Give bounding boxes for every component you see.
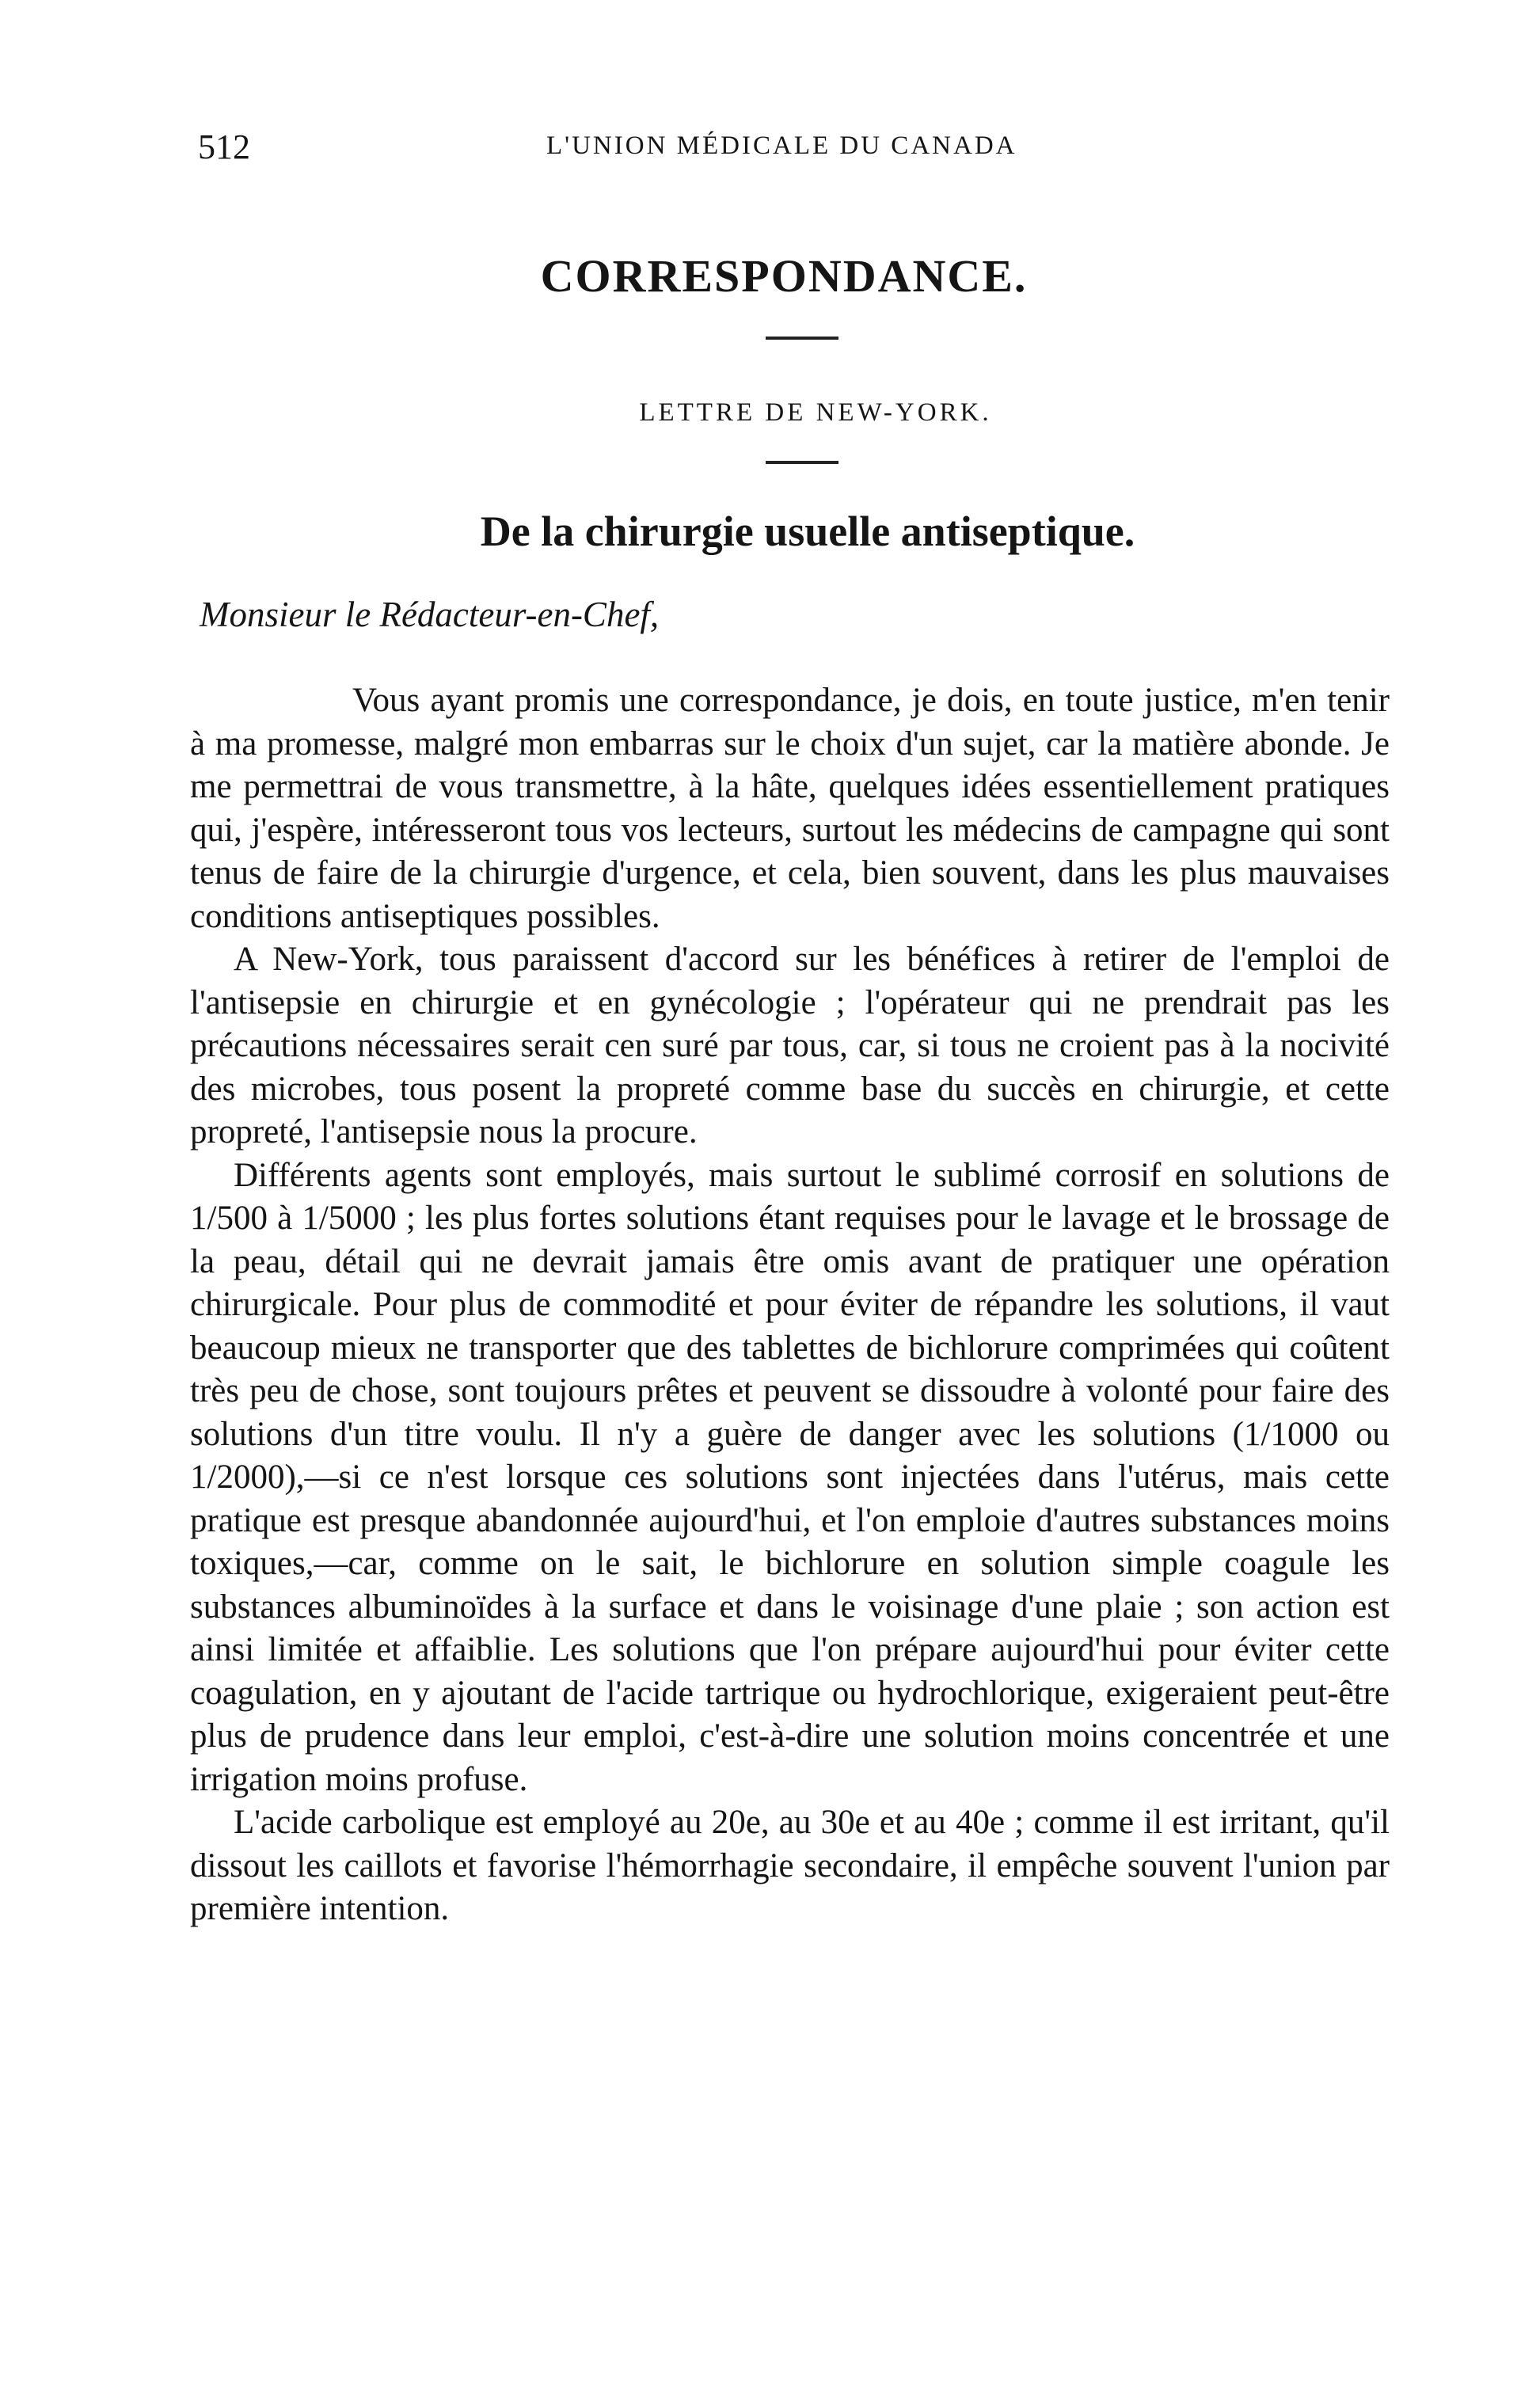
page-number: 512 bbox=[198, 127, 250, 166]
divider-rule bbox=[766, 461, 838, 464]
section-title: CORRESPONDANCE. bbox=[540, 250, 1028, 302]
letter-title: LETTRE DE NEW-YORK. bbox=[639, 398, 992, 427]
running-head bbox=[198, 127, 1346, 174]
paragraph: Vous ayant promis une correspondance, je dois, en toute justice, m'en tenir à ma promesse, malgré mon embarras sur le choix d'un sujet, car la matière abonde. Je me permettrai de vous transmettre, à la hâte, quelques idées essentiellement pratiques qui, j'espère, intéresseront tous vos lecteurs, surtout les médecins de campagne qui sont tenus de faire de la chirurgie d'urgence, et cela, bien souvent, dans les plus mauvaises conditions antiseptiques possibles. bbox=[190, 682, 1390, 935]
article-body bbox=[190, 679, 1390, 1931]
article-title: De la chirurgie usuelle antiseptique. bbox=[480, 508, 1135, 555]
paragraph: Différents agents sont employés, mais surtout le sublimé corrosif en solutions de 1/500 à 1/5000 ; les plus fortes solutions étant requises pour le lavage et le brossage de la peau, détail qui ne devrait jamais être omis avant de pratiquer une opération chirurgicale. Pour plus de commodité et pour éviter de répandre les solutions, il vaut beaucoup mieux ne transporter que des tablettes de bichlorure comprimées qui coûtent très peu de chose, sont toujours prêtes et peuvent se dissoudre à volonté pour faire des solutions d'un titre voulu. Il n'y a guère de danger avec les solutions (1/1000 ou 1/2000),—si ce n'est lorsque ces solutions sont injectées dans l'utérus, mais cette pratique est presque abandonnée aujourd'hui, et l'on emploie d'autres substances moins toxiques,—car, comme on le sait, le bichlorure en solution simple coagule les substances albuminoïdes à la surface et dans le voisinage d'une plaie ; son action est ainsi limitée et affaiblie. Les solutions que l'on prépare aujourd'hui pour éviter cette coagulation, en y ajoutant de l'acide tartrique ou hydrochlorique, exigeraient peut-être plus de prudence dans leur emploi, c'est-à-dire une solution moins concentrée et une irrigation moins profuse. bbox=[190, 1156, 1390, 1798]
salutation: Monsieur le Rédacteur-en-Chef, bbox=[200, 595, 660, 634]
paragraph: L'acide carbolique est employé au 20e, au 30e et au 40e ; comme il est irritant, qu'il dissout les caillots et favorise l'hémorrhagie secondaire, il empêche souvent l'union par première intention. bbox=[190, 1804, 1390, 1927]
divider-rule bbox=[766, 337, 838, 340]
paragraph: A New-York, tous paraissent d'accord sur les bénéfices à retirer de l'emploi de l'antisepsie en chirurgie et en gynécologie ; l'opérateur qui ne prendrait pas les précautions nécessaires serait cen suré par tous, car, si tous ne croient pas à la nocivité des microbes, tous posent la propreté comme base du succès en chirurgie, et cette propreté, l'antisepsie nous la procure. bbox=[190, 941, 1390, 1150]
journal-title: L'UNION MÉDICALE DU CANADA bbox=[546, 131, 1017, 160]
